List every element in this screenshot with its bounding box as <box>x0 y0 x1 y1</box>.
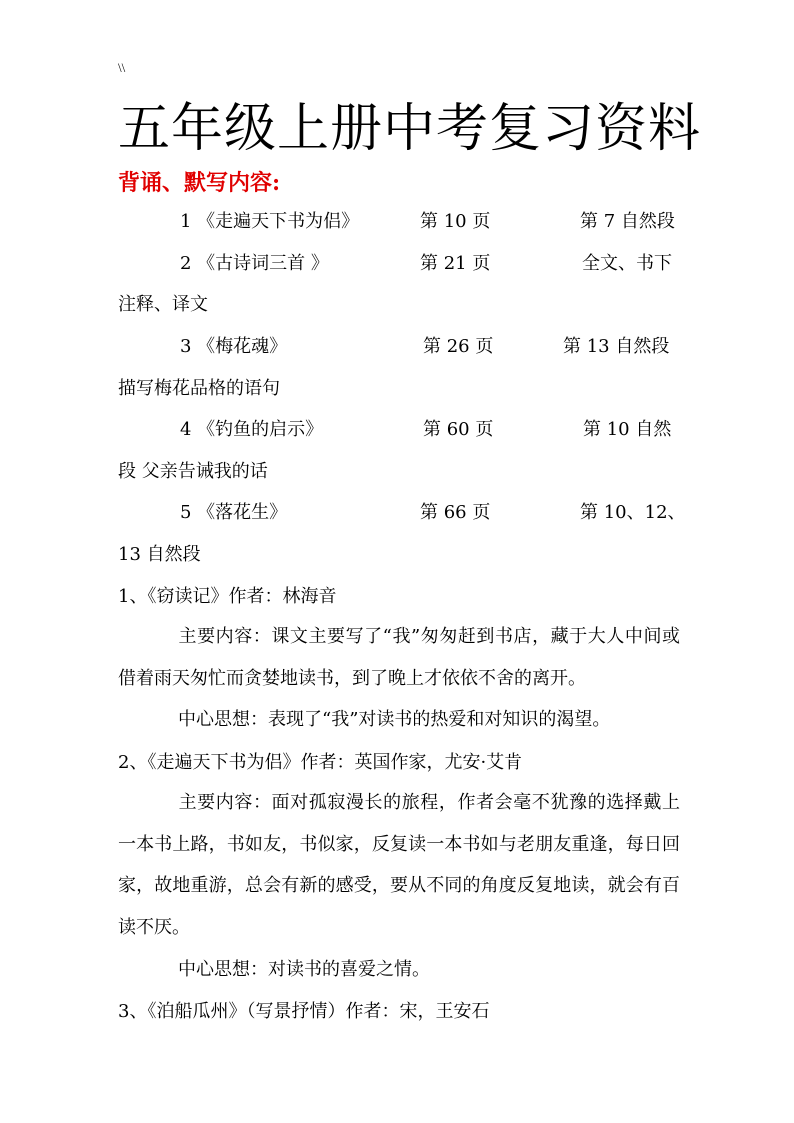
recite-scope: 全文、书下 <box>582 253 672 274</box>
recite-page: 第 26 页 <box>423 336 494 357</box>
recite-title: 4 《钓鱼的启示》 <box>180 419 324 440</box>
lesson-summary-2 <box>118 782 680 949</box>
recite-page: 第 10 页 <box>420 211 491 232</box>
recite-scope: 第 7 自然段 <box>580 211 675 232</box>
lesson-theme-1 <box>118 699 680 741</box>
recite-title: 1 《走遍天下书为侣》 <box>180 211 360 232</box>
lesson-heading-2: 2、《走遍天下书为侣》作者：英国作家，尤安·艾肯 <box>118 752 523 773</box>
lesson-theme-2 <box>118 949 680 991</box>
recite-title: 5 《落花生》 <box>180 502 288 523</box>
lesson-heading-3: 3、《泊船瓜州》（写景抒情）作者：宋，王安石 <box>118 1001 490 1022</box>
recite-row-3-continued: 描写梅花品格的语句 <box>118 378 280 399</box>
recite-title: 3 《梅花魂》 <box>180 336 288 357</box>
corner-mark: \\ <box>118 60 126 75</box>
recite-scope: 第 13 自然段 <box>563 336 670 357</box>
recite-page: 第 66 页 <box>420 502 491 523</box>
lesson-summary-text: 主要内容：面对孤寂漫长的旅程，作者会毫不犹豫的选择戴上一本书上路，书如友，书似家，反复读一本书如与老朋友重逢，每日回家，故地重游，总会有新的感受，要从不同的角度反复地读，就会有百读不厌。 <box>118 792 680 939</box>
lesson-summary-text: 主要内容：课文主要写了“我”匆匆赶到书店，藏于大人中间或借着雨天匆忙而贪婪地读书，到了晚上才依依不舍的离开。 <box>118 626 680 689</box>
page-title: 五年级上册中考复习资料 <box>118 99 702 159</box>
lesson-summary-1 <box>118 616 680 699</box>
recite-page: 第 60 页 <box>423 419 494 440</box>
recite-scope: 第 10、12、 <box>580 502 686 523</box>
lesson-theme-text: 中心思想：表现了“我”对读书的热爱和对知识的渴望。 <box>178 709 611 730</box>
recite-scope: 第 10 自然 <box>583 419 672 440</box>
recite-row-4-continued: 段 父亲告诫我的话 <box>118 461 268 482</box>
recite-row-2-continued: 注释、译文 <box>118 294 208 315</box>
recite-title: 2 《古诗词三首 》 <box>180 253 329 274</box>
section-heading-recite: 背诵、默写内容: <box>118 170 281 196</box>
recite-row-5-continued: 13 自然段 <box>118 544 201 565</box>
recite-page: 第 21 页 <box>420 253 491 274</box>
lesson-heading-1: 1、《窃读记》作者：林海音 <box>118 586 337 607</box>
lesson-theme-text: 中心思想：对读书的喜爱之情。 <box>178 959 430 980</box>
